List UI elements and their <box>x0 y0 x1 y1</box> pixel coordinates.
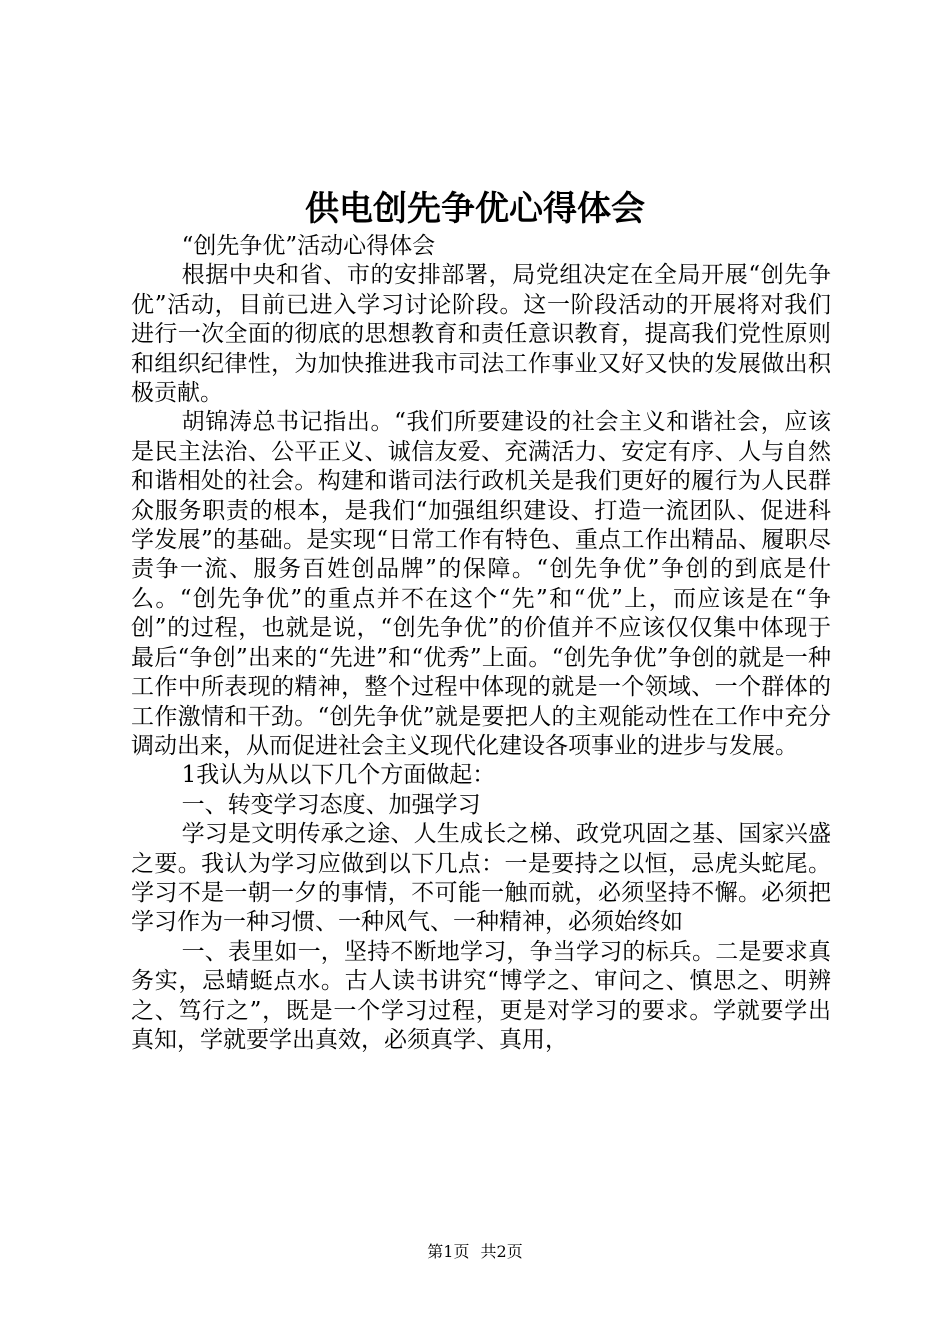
document-body <box>131 232 831 1055</box>
section-heading: 一、转变学习态度、加强学习 <box>181 791 481 818</box>
body-paragraph: 根据中央和省、市的安排部署，局党组决定在全局开展“创先争优”活动，目前已进入学习讨论阶段。这一阶段活动的开展将对我们进行一次全面的彻底的思想教育和责任意识教育，提高我们党性原则和组织纪律性，为加快推进我市司法工作事业又好又快的发展做出积极贡献。 <box>131 262 831 407</box>
body-paragraph: 学习是文明传承之途、人生成长之梯、政党巩固之基、国家兴盛之要。我认为学习应做到以下几点：一是要持之以恒，忌虎头蛇尾。学习不是一朝一夕的事情，不可能一触而就，必须坚持不懈。必须把学习作为一种习惯、一种风气、一种精神，必须始终如 <box>131 821 831 936</box>
subtitle-paragraph: “创先争优”活动心得体会 <box>181 233 436 259</box>
page-number: 第1页 <box>427 1242 470 1261</box>
body-paragraph: 胡锦涛总书记指出。“我们所要建设的社会主义和谐社会，应该是民主法治、公平正义、诚信友爱、充满活力、安定有序、人与自然和谐相处的社会。构建和谐司法行政机关是我们更好的履行为人民群众服务职责的根本，是我们“加强组织建设、打造一流团队、促进科学发展”的基础。是实现“日常工作有特色、重点工作出精品、履职尽责争一流、服务百姓创品牌”的保障。“创先争优”争创的到底是什么。“创先争优”的重点并不在这个“先”和“优”上，而应该是在“争创”的过程，也就是说，“创先争优”的价值并不应该仅仅集中体现于最后“争创”出来的“先进”和“优秀”上面。“创先争优”争创的就是一种工作中所表现的精神，整个过程中体现的就是一个领域、一个群体的工作激情和干劲。“创先争优”就是要把人的主观能动性在工作中充分调动出来，从而促进社会主义现代化建设各项事业的进步与发展。 <box>131 409 831 759</box>
body-paragraph: 一、表里如一，坚持不断地学习，争当学习的标兵。二是要求真务实，忌蜻蜓点水。古人读书讲究“博学之、审问之、慎思之、明辨之、笃行之”，既是一个学习过程，更是对学习的要求。学就要学出真知，学就要学出真效，必须真学、真用， <box>131 938 831 1053</box>
body-paragraph: 1我认为从以下几个方面做起： <box>181 762 496 789</box>
document-title: 供电创先争优心得体会 <box>305 189 645 229</box>
page-footer <box>0 1241 950 1263</box>
page-count: 共2页 <box>480 1242 523 1261</box>
